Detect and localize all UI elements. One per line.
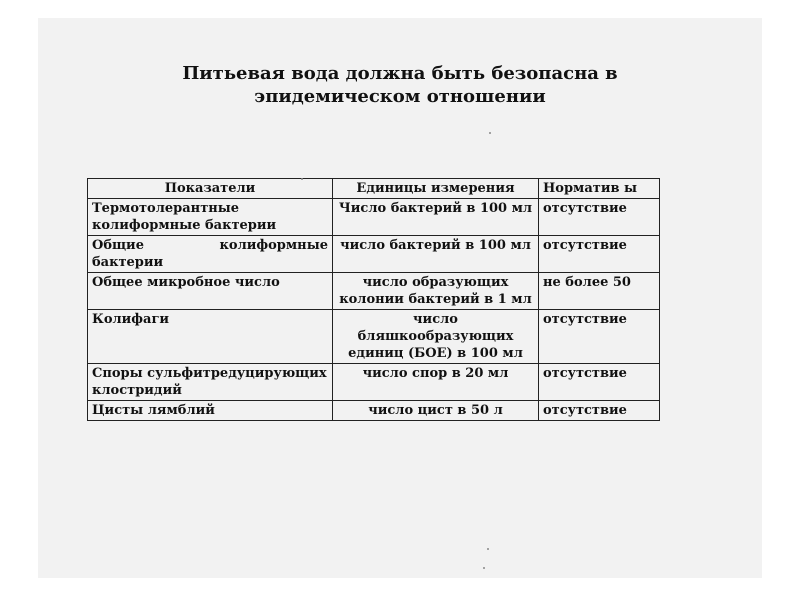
norms-table — [87, 178, 660, 421]
row-indicator: Общие колиформные бактерии — [88, 236, 333, 273]
row-indicator: Цисты лямблий — [88, 401, 333, 421]
header-unit: Единицы измерения — [333, 179, 539, 199]
row-unit: число образующих колонии бактерий в 1 мл — [333, 273, 539, 310]
table-row — [88, 364, 660, 401]
table-row — [88, 199, 660, 236]
scan-speck — [487, 548, 489, 550]
header-norm: Норматив ы — [539, 179, 660, 199]
row-norm: отсутствие — [539, 199, 660, 236]
table-row — [88, 401, 660, 421]
row-unit: число бляшкообразующих единиц (БОЕ) в 100 мл — [333, 310, 539, 364]
row-unit: число спор в 20 мл — [333, 364, 539, 401]
scan-speck — [489, 132, 491, 134]
row-indicator: Термотолерантные колиформные бактерии — [88, 199, 333, 236]
row-norm: отсутствие — [539, 401, 660, 421]
scan-speck — [301, 178, 303, 180]
table-row — [88, 273, 660, 310]
row-norm: отсутствие — [539, 236, 660, 273]
row-norm: отсутствие — [539, 310, 660, 364]
table-header-row — [88, 179, 660, 199]
page-title — [100, 62, 700, 108]
row-indicator: Колифаги — [88, 310, 333, 364]
title-line-1: Питьевая вода должна быть безопасна в — [182, 63, 618, 84]
table-row — [88, 310, 660, 364]
row-norm: отсутствие — [539, 364, 660, 401]
header-indicator: Показатели — [88, 179, 333, 199]
row-unit: число цист в 50 л — [333, 401, 539, 421]
title-line-2: эпидемическом отношении — [254, 86, 546, 107]
row-unit: число бактерий в 100 мл — [333, 236, 539, 273]
row-norm: не более 50 — [539, 273, 660, 310]
row-unit: Число бактерий в 100 мл — [333, 199, 539, 236]
row-indicator: Споры сульфитредуцирующих клостридий — [88, 364, 333, 401]
table-row — [88, 236, 660, 273]
row-indicator: Общее микробное число — [88, 273, 333, 310]
scan-speck — [483, 567, 485, 569]
